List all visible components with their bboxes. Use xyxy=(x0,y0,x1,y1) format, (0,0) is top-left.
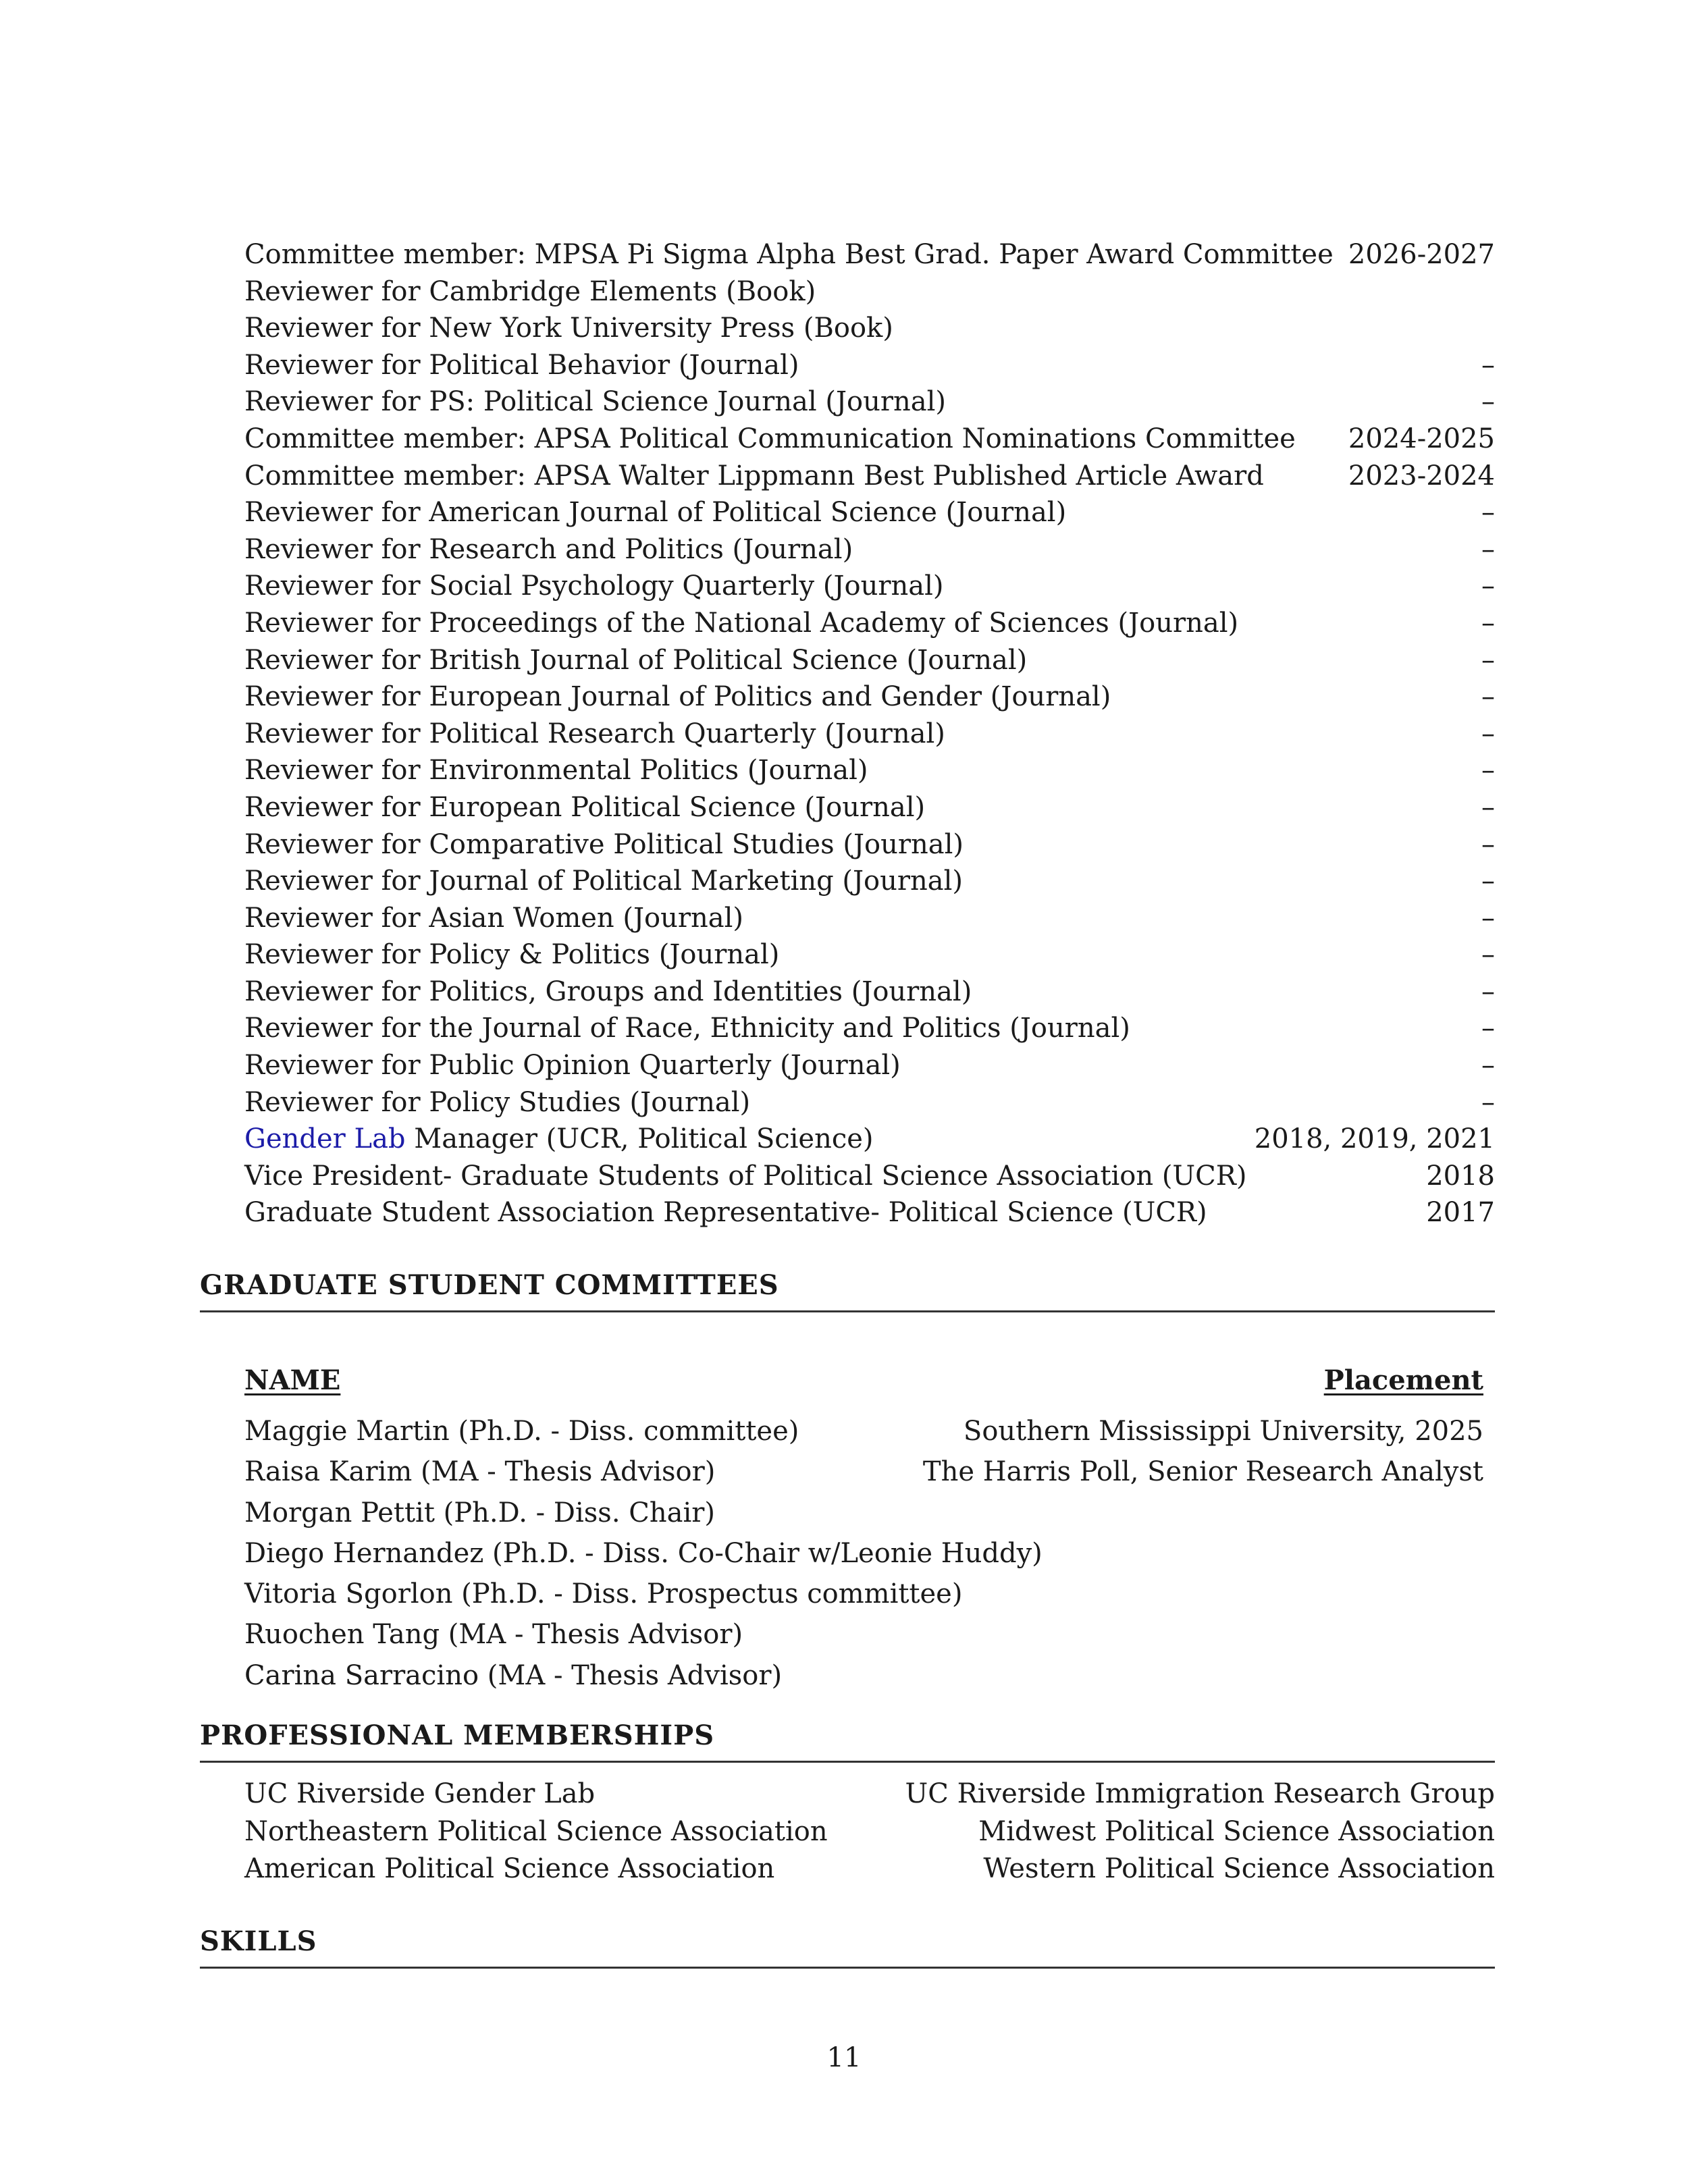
service-row xyxy=(244,236,1495,273)
student-name: Raisa Karim (MA - Thesis Advisor) xyxy=(244,1456,716,1488)
service-label: Reviewer for European Political Science (Journal) xyxy=(244,791,926,823)
service-date: – xyxy=(1481,755,1495,787)
service-label: Graduate Student Association Representative- Political Science (UCR) xyxy=(244,1197,1207,1229)
service-label: Reviewer for Public Opinion Quarterly (Journal) xyxy=(244,1050,901,1082)
membership-row xyxy=(244,1813,1495,1851)
service-row xyxy=(244,678,1495,716)
service-row xyxy=(244,642,1495,679)
service-date: – xyxy=(1481,939,1495,971)
service-date: 2023-2024 xyxy=(1348,460,1495,491)
service-label: Reviewer for PS: Political Science Journal (Journal) xyxy=(244,386,946,418)
grad-committees-header xyxy=(244,1357,1483,1404)
service-date: – xyxy=(1481,828,1495,860)
service-date: – xyxy=(1481,497,1495,529)
section-header-grad-committees: GRADUATE STUDENT COMMITTEES xyxy=(200,1269,1495,1312)
service-label xyxy=(244,1121,874,1158)
grad-committees-table xyxy=(244,1357,1483,1696)
service-label: Reviewer for Social Psychology Quarterly (Journal) xyxy=(244,570,944,602)
section-header-memberships: PROFESSIONAL MEMBERSHIPS xyxy=(200,1720,1495,1763)
committee-row xyxy=(244,1451,1483,1492)
service-date: – xyxy=(1481,570,1495,602)
service-date: – xyxy=(1481,681,1495,713)
service-row xyxy=(244,1194,1495,1231)
service-date: – xyxy=(1481,1050,1495,1082)
membership-right: Midwest Political Science Association xyxy=(978,1815,1495,1847)
membership-left: American Political Science Association xyxy=(244,1853,775,1885)
service-label: Reviewer for American Journal of Political Science (Journal) xyxy=(244,497,1067,529)
service-label: Reviewer for European Journal of Politics and Gender (Journal) xyxy=(244,681,1111,713)
committee-row xyxy=(244,1574,1483,1614)
membership-right: Western Political Science Association xyxy=(983,1853,1495,1885)
service-label: Reviewer for British Journal of Political Science (Journal) xyxy=(244,644,1028,676)
service-label: Reviewer for Politics, Groups and Identities (Journal) xyxy=(244,976,972,1007)
service-label: Reviewer for Political Behavior (Journal) xyxy=(244,349,799,381)
page-number: 11 xyxy=(826,2042,862,2073)
service-date: 2024-2025 xyxy=(1348,423,1495,454)
student-placement: Southern Mississippi University, 2025 xyxy=(963,1416,1483,1447)
committee-row xyxy=(244,1614,1483,1655)
service-date: – xyxy=(1481,976,1495,1007)
service-date: – xyxy=(1481,1013,1495,1044)
service-label: Reviewer for Cambridge Elements (Book) xyxy=(244,275,816,307)
service-date: 2018, 2019, 2021 xyxy=(1254,1123,1495,1155)
service-row xyxy=(244,605,1495,642)
service-date: – xyxy=(1481,865,1495,897)
gender-lab-link[interactable]: Gender Lab xyxy=(244,1123,406,1155)
service-label: Vice President- Graduate Students of Political Science Association (UCR) xyxy=(244,1160,1247,1192)
service-label: Reviewer for Policy & Politics (Journal) xyxy=(244,939,780,971)
membership-left: UC Riverside Gender Lab xyxy=(244,1778,596,1809)
service-row xyxy=(244,421,1495,458)
service-row xyxy=(244,458,1495,495)
name-column-header: NAME xyxy=(244,1364,341,1396)
service-row-gender-lab xyxy=(244,1121,1495,1158)
service-row xyxy=(244,1047,1495,1084)
service-label: Reviewer for Proceedings of the National Academy of Sciences (Journal) xyxy=(244,607,1239,639)
service-row xyxy=(244,273,1495,311)
service-row xyxy=(244,716,1495,753)
service-label: Reviewer for Political Research Quarterly (Journal) xyxy=(244,718,945,749)
service-label: Reviewer for Policy Studies (Journal) xyxy=(244,1086,751,1118)
service-date: 2018 xyxy=(1426,1160,1495,1192)
membership-right: UC Riverside Immigration Research Group xyxy=(905,1778,1495,1809)
service-date: – xyxy=(1481,533,1495,565)
placement-column-header: Placement xyxy=(1323,1364,1483,1396)
service-date: – xyxy=(1481,902,1495,934)
service-row xyxy=(244,568,1495,605)
service-label: Committee member: APSA Walter Lippmann Best Published Article Award xyxy=(244,460,1264,491)
committee-row xyxy=(244,1493,1483,1533)
service-date: – xyxy=(1481,791,1495,823)
service-row xyxy=(244,1084,1495,1121)
membership-row xyxy=(244,1776,1495,1813)
student-name: Carina Sarracino (MA - Thesis Advisor) xyxy=(244,1659,783,1691)
service-row xyxy=(244,752,1495,789)
service-row xyxy=(244,310,1495,347)
membership-row xyxy=(244,1850,1495,1888)
service-row xyxy=(244,863,1495,900)
service-label: Reviewer for Comparative Political Studies (Journal) xyxy=(244,828,964,860)
service-label: Reviewer for Environmental Politics (Journal) xyxy=(244,755,868,787)
service-row xyxy=(244,383,1495,421)
memberships-list xyxy=(244,1776,1495,1888)
student-placement: The Harris Poll, Senior Research Analyst xyxy=(922,1456,1483,1488)
service-row xyxy=(244,1158,1495,1195)
service-date: – xyxy=(1481,1086,1495,1118)
service-row xyxy=(244,789,1495,826)
service-row xyxy=(244,531,1495,568)
service-date: – xyxy=(1481,718,1495,749)
student-name: Ruochen Tang (MA - Thesis Advisor) xyxy=(244,1619,743,1651)
service-label: Reviewer for New York University Press (Book) xyxy=(244,313,893,344)
student-name: Maggie Martin (Ph.D. - Diss. committee) xyxy=(244,1416,799,1447)
service-date: 2017 xyxy=(1426,1197,1495,1229)
membership-left: Northeastern Political Science Association xyxy=(244,1815,828,1847)
service-row xyxy=(244,826,1495,863)
service-label: Committee member: APSA Political Communication Nominations Committee xyxy=(244,423,1296,454)
committee-row xyxy=(244,1411,1483,1451)
service-list xyxy=(244,236,1495,1231)
student-name: Morgan Pettit (Ph.D. - Diss. Chair) xyxy=(244,1497,715,1528)
service-row xyxy=(244,347,1495,384)
service-label: Reviewer for Research and Politics (Journal) xyxy=(244,533,853,565)
service-date: – xyxy=(1481,644,1495,676)
service-row xyxy=(244,974,1495,1011)
service-row xyxy=(244,494,1495,531)
service-row xyxy=(244,1010,1495,1047)
service-date: – xyxy=(1481,607,1495,639)
student-name: Diego Hernandez (Ph.D. - Diss. Co-Chair w/Leonie Huddy) xyxy=(244,1537,1043,1569)
service-row xyxy=(244,936,1495,974)
service-label: Reviewer for Journal of Political Marketing (Journal) xyxy=(244,865,964,897)
service-date: – xyxy=(1481,349,1495,381)
committee-row xyxy=(244,1533,1483,1574)
student-name: Vitoria Sgorlon (Ph.D. - Diss. Prospectus committee) xyxy=(244,1578,963,1610)
service-date: – xyxy=(1481,386,1495,418)
gender-lab-role: Manager (UCR, Political Science) xyxy=(405,1123,874,1155)
service-label: Reviewer for Asian Women (Journal) xyxy=(244,902,744,934)
service-label: Reviewer for the Journal of Race, Ethnicity and Politics (Journal) xyxy=(244,1013,1130,1044)
committee-row xyxy=(244,1655,1483,1696)
section-header-skills: SKILLS xyxy=(200,1925,1495,1969)
service-label: Committee member: MPSA Pi Sigma Alpha Best Grad. Paper Award Committee xyxy=(244,239,1334,270)
service-row xyxy=(244,900,1495,937)
service-date: 2026-2027 xyxy=(1348,239,1495,270)
